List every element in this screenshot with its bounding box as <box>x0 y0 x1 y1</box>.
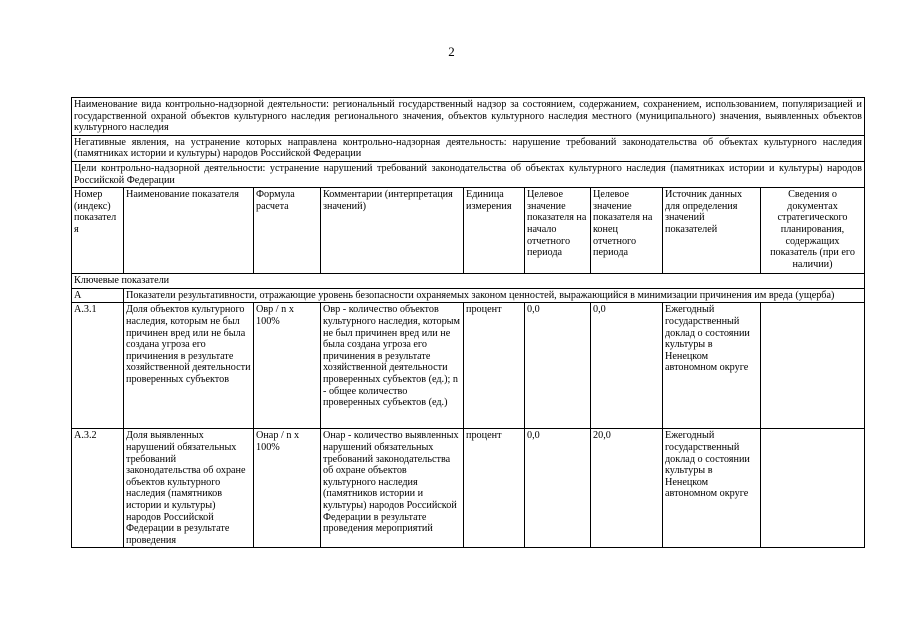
indicator-comments: Овр - количество объектов культурного наследия, которым не был причинен вред или не была создана угроза его причинения в результате хозяйственной деятельности проверенных субъектов (ед.); n - общее количество проверенных субъектов (ед.) <box>321 303 464 429</box>
indicator-formula: Овр / n x 100% <box>254 303 321 429</box>
indicator-formula: Онар / n x 100% <box>254 429 321 548</box>
section-a-code: А <box>72 288 124 303</box>
indicator-target-start: 0,0 <box>525 303 591 429</box>
indicator-name: Доля объектов культурного наследия, которым не был причинен вред или не была создана угроза его причинения в результате хозяйственной деятельности проверенных субъектов <box>124 303 254 429</box>
indicator-target-end: 20,0 <box>591 429 663 548</box>
section-a-row <box>72 288 865 303</box>
col-header-target-end: Целевое значение показателя на конец отчетного периода <box>591 188 663 274</box>
col-header-unit: Единица измерения <box>464 188 525 274</box>
key-indicators-label: Ключевые показатели <box>72 274 865 289</box>
goals-cell: Цели контрольно-надзорной деятельности: устранение нарушений требований законодательства об объектах культурного наследия (памятниках истории и культуры) народов Российской Федерации <box>72 161 865 187</box>
col-header-target-start: Целевое значение показателя на начало отчетного периода <box>525 188 591 274</box>
indicator-unit: процент <box>464 303 525 429</box>
page-number: 2 <box>448 44 455 59</box>
negative-phenomena-row <box>72 135 865 161</box>
indicator-comments: Онар - количество выявленных нарушений обязательных требований законодательства об охране объектов культурного наследия (памятников истории и культуры) народов Российской Федерации в результате проведения мероприятий <box>321 429 464 548</box>
key-indicators-row <box>72 274 865 289</box>
indicator-docs <box>761 429 865 548</box>
col-header-comments: Комментарии (интерпретация значений) <box>321 188 464 274</box>
section-a-text: Показатели результативности, отражающие уровень безопасности охраняемых законом ценностей, выражающийся в минимизации причинения им вреда (ущерба) <box>124 288 865 303</box>
goals-row <box>72 161 865 187</box>
indicators-table <box>71 97 865 548</box>
indicator-target-end: 0,0 <box>591 303 663 429</box>
activity-name-cell: Наименование вида контрольно-надзорной деятельности: региональный государственный надзор за состоянием, содержанием, сохранением, использованием, популяризацией и государственной охраной объектов культурного наследия регионального значения, объектов культурного наследия местного (муниципального) значения, выявленных объектов культурного наследия <box>72 98 865 136</box>
col-header-docs: Сведения о документах стратегического планирования, содержащих показатель (при его наличии) <box>761 188 865 274</box>
indicator-row <box>72 303 865 429</box>
indicator-docs <box>761 303 865 429</box>
indicator-unit: процент <box>464 429 525 548</box>
column-header-row <box>72 188 865 274</box>
indicator-target-start: 0,0 <box>525 429 591 548</box>
negative-phenomena-cell: Негативные явления, на устранение которых направлена контрольно-надзорная деятельность: нарушение требований законодательства об объектах культурного наследия (памятниках истории и культуры) народов Российской Федерации <box>72 135 865 161</box>
col-header-number: Номер (индекс) показател я <box>72 188 124 274</box>
activity-name-row <box>72 98 865 136</box>
indicator-name: Доля выявленных нарушений обязательных требований законодательства об охране объектов культурного наследия (памятников истории и культуры) народов Российской Федерации в результате проведения <box>124 429 254 548</box>
indicator-source: Ежегодный государственный доклад о состоянии культуры в Ненецком автономном округе <box>663 303 761 429</box>
indicator-code: А.3.1 <box>72 303 124 429</box>
indicator-row <box>72 429 865 548</box>
col-header-formula: Формула расчета <box>254 188 321 274</box>
indicator-source: Ежегодный государственный доклад о состоянии культуры в Ненецком автономном округе <box>663 429 761 548</box>
col-header-name: Наименование показателя <box>124 188 254 274</box>
indicator-code: А.3.2 <box>72 429 124 548</box>
col-header-source: Источник данных для определения значений показателей <box>663 188 761 274</box>
